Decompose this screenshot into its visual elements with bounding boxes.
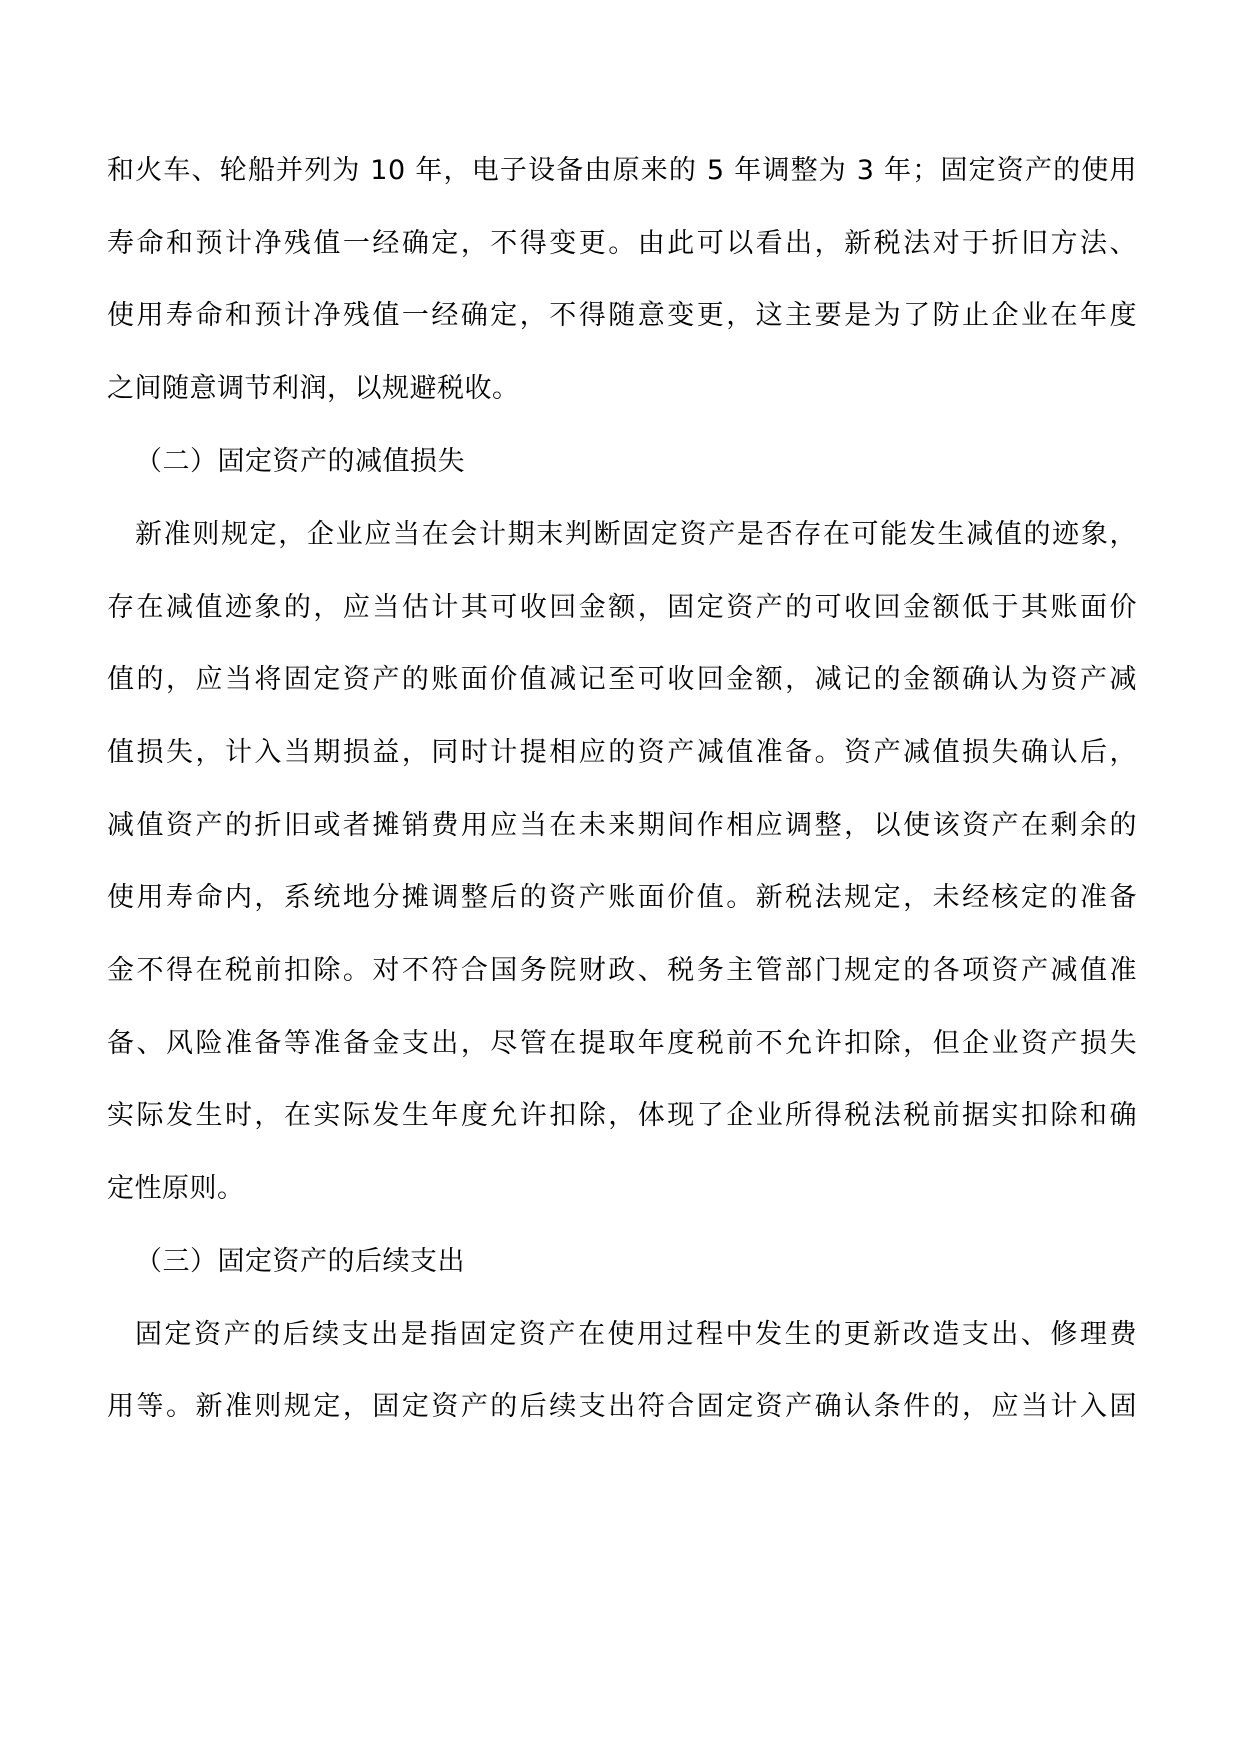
paragraph-line: 新准则规定，企业应当在会计期末判断固定资产是否存在可能发生减值的迹象， — [135, 519, 1137, 550]
paragraph-line: 减值资产的折旧或者摊销费用应当在未来期间作相应调整，以使该资产在剩余的 — [107, 810, 1137, 841]
paragraph-line: 实际发生时，在实际发生年度允许扣除，体现了企业所得税法税前据实扣除和确 — [107, 1100, 1137, 1131]
paragraph-line: 之间随意调节利润，以规避税收。 — [107, 373, 520, 404]
paragraph-line: 使用寿命内，系统地分摊调整后的资产账面价值。新税法规定，未经核定的准备 — [107, 882, 1137, 913]
paragraph-line: 用等。新准则规定，固定资产的后续支出符合固定资产确认条件的，应当计入固 — [107, 1391, 1137, 1422]
paragraph-line: 使用寿命和预计净残值一经确定，不得随意变更，这主要是为了防止企业在年度 — [107, 300, 1137, 331]
paragraph-line: 和火车、轮船并列为 10 年，电子设备由原来的 5 年调整为 3 年；固定资产的使用 — [107, 155, 1137, 186]
paragraph-line: 存在减值迹象的，应当估计其可收回金额，固定资产的可收回金额低于其账面价 — [107, 592, 1137, 623]
section-heading: （三）固定资产的后续支出 — [135, 1246, 465, 1277]
paragraph-line: 值损失，计入当期损益，同时计提相应的资产减值准备。资产减值损失确认后， — [107, 737, 1137, 768]
section-heading: （二）固定资产的减值损失 — [135, 446, 465, 477]
paragraph-line: 寿命和预计净残值一经确定，不得变更。由此可以看出，新税法对于折旧方法、 — [107, 228, 1137, 259]
paragraph-line: 金不得在税前扣除。对不符合国务院财政、税务主管部门规定的各项资产减值准 — [107, 955, 1137, 986]
paragraph-line: 固定资产的后续支出是指固定资产在使用过程中发生的更新改造支出、修理费 — [135, 1319, 1137, 1350]
paragraph-line: 备、风险准备等准备金支出，尽管在提取年度税前不允许扣除，但企业资产损失 — [107, 1028, 1137, 1059]
paragraph-line: 定性原则。 — [107, 1173, 245, 1204]
paragraph-line: 值的，应当将固定资产的账面价值减记至可收回金额，减记的金额确认为资产减 — [107, 664, 1137, 695]
